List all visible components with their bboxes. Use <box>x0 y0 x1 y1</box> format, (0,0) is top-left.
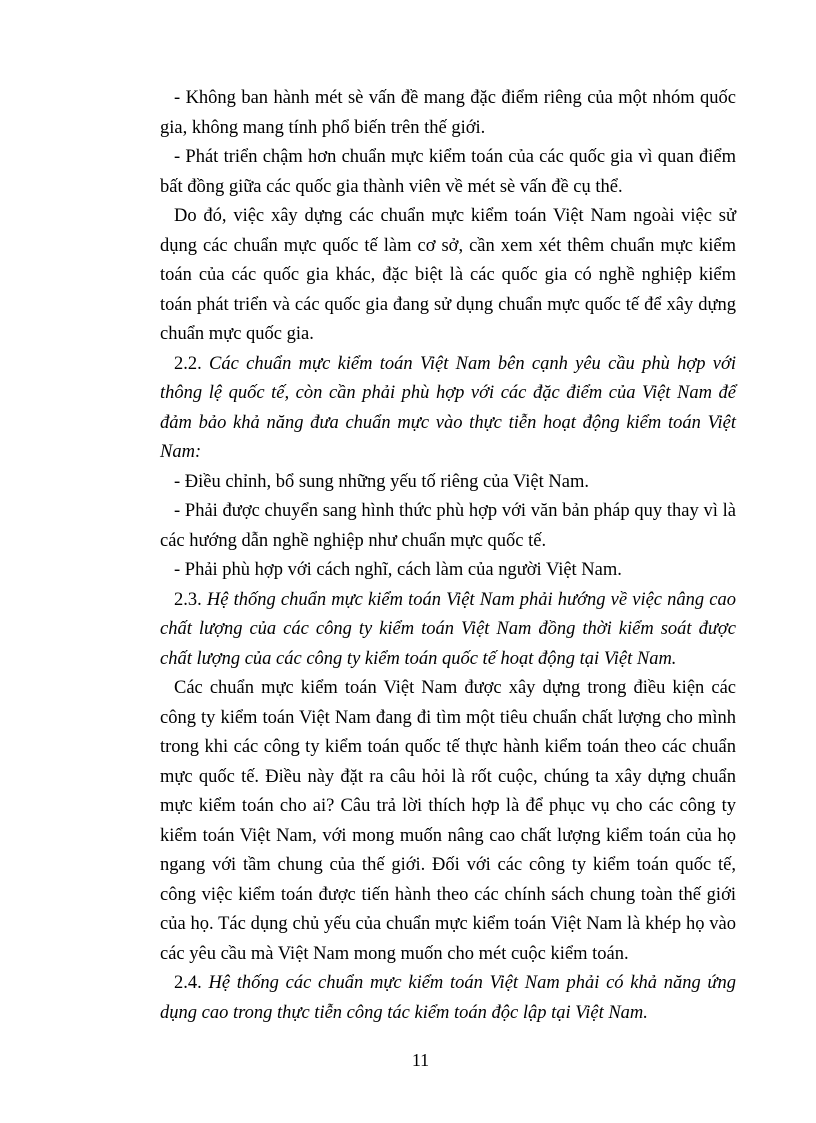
bullet-paragraph: - Điều chỉnh, bổ sung những yếu tố riêng của Việt Nam. <box>174 471 589 492</box>
section-heading-text: Hệ thống chuẩn mực kiểm toán Việt Nam phải hướng về việc nâng cao chất lượng của các công ty kiểm toán Việt Nam đồng thời kiểm soát được chất lượng của các công ty kiểm toán quốc tế hoạt động tại Việt Nam. <box>160 589 736 669</box>
section-heading-text: Hệ thống các chuẩn mực kiểm toán Việt Nam phải có khả năng ứng dụng cao trong thực tiễn công tác kiểm toán độc lập tại Việt Nam. <box>160 973 737 1023</box>
page-number: 11 <box>411 1050 430 1070</box>
page-body <box>160 84 736 1028</box>
section-number: 2.2. <box>174 353 210 374</box>
bullet-paragraph: - Phải được chuyển sang hình thức phù hợp với văn bản pháp quy thay vì là các hướng dẫn nghề nghiệp như chuẩn mực quốc tế. <box>160 501 736 551</box>
section-heading-2-3 <box>160 586 736 675</box>
bullet-paragraph: - Phát triển chậm hơn chuẩn mực kiểm toán của các quốc gia vì quan điểm bất đồng giữa các quốc gia thành viên về mét sè vấn đề cụ thể. <box>160 147 736 197</box>
bullet-paragraph: - Không ban hành mét sè vấn đề mang đặc điểm riêng của một nhóm quốc gia, không mang tính phổ biến trên thế giới. <box>160 88 736 138</box>
section-heading-2-4 <box>160 969 736 1028</box>
section-number: 2.3. <box>174 589 207 610</box>
bullet-paragraph: - Phải phù hợp với cách nghĩ, cách làm của người Việt Nam. <box>174 560 622 580</box>
section-heading-2-2 <box>160 350 736 468</box>
body-paragraph: Do đó, việc xây dựng các chuẩn mực kiểm toán Việt Nam ngoài việc sử dụng các chuẩn mực quốc tế làm cơ sở, cần xem xét thêm chuẩn mực kiểm toán của các quốc gia khác, đặc biệt là các quốc gia có nghề nghiệp kiểm toán phát triển và các quốc gia đang sử dụng chuẩn mực quốc tế để xây dựng chuẩn mực quốc gia. <box>160 206 736 344</box>
section-number: 2.4. <box>174 973 209 993</box>
section-heading-text: Các chuẩn mực kiểm toán Việt Nam bên cạnh yêu cầu phù hợp với thông lệ quốc tế, còn cần phải phù hợp với các đặc điểm của Việt Nam để đảm bảo khả năng đưa chuẩn mực vào thực tiễn hoạt động kiểm toán Việt Nam: <box>160 353 737 462</box>
body-paragraph: Các chuẩn mực kiểm toán Việt Nam được xây dựng trong điều kiện các công ty kiểm toán Việt Nam đang đi tìm một tiêu chuẩn chất lượng cho mình trong khi các công ty kiểm toán quốc tế thực hành kiểm toán theo các chuẩn mực quốc tế. Điều này đặt ra câu hỏi là rốt cuộc, chúng ta xây dựng chuẩn mực kiểm toán cho ai? Câu trả lời thích hợp là để phục vụ cho các công ty kiểm toán Việt Nam, với mong muốn nâng cao chất lượng kiểm toán của họ ngang với tầm chung của thế giới. Đối với các công ty kiểm toán quốc tế, công việc kiểm toán được tiến hành theo các chính sách chung toàn thế giới của họ. Tác dụng chủ yếu của chuẩn mực kiểm toán Việt Nam là khép họ vào các yêu cầu mà Việt Nam mong muốn cho mét cuộc kiểm toán. <box>160 678 736 964</box>
